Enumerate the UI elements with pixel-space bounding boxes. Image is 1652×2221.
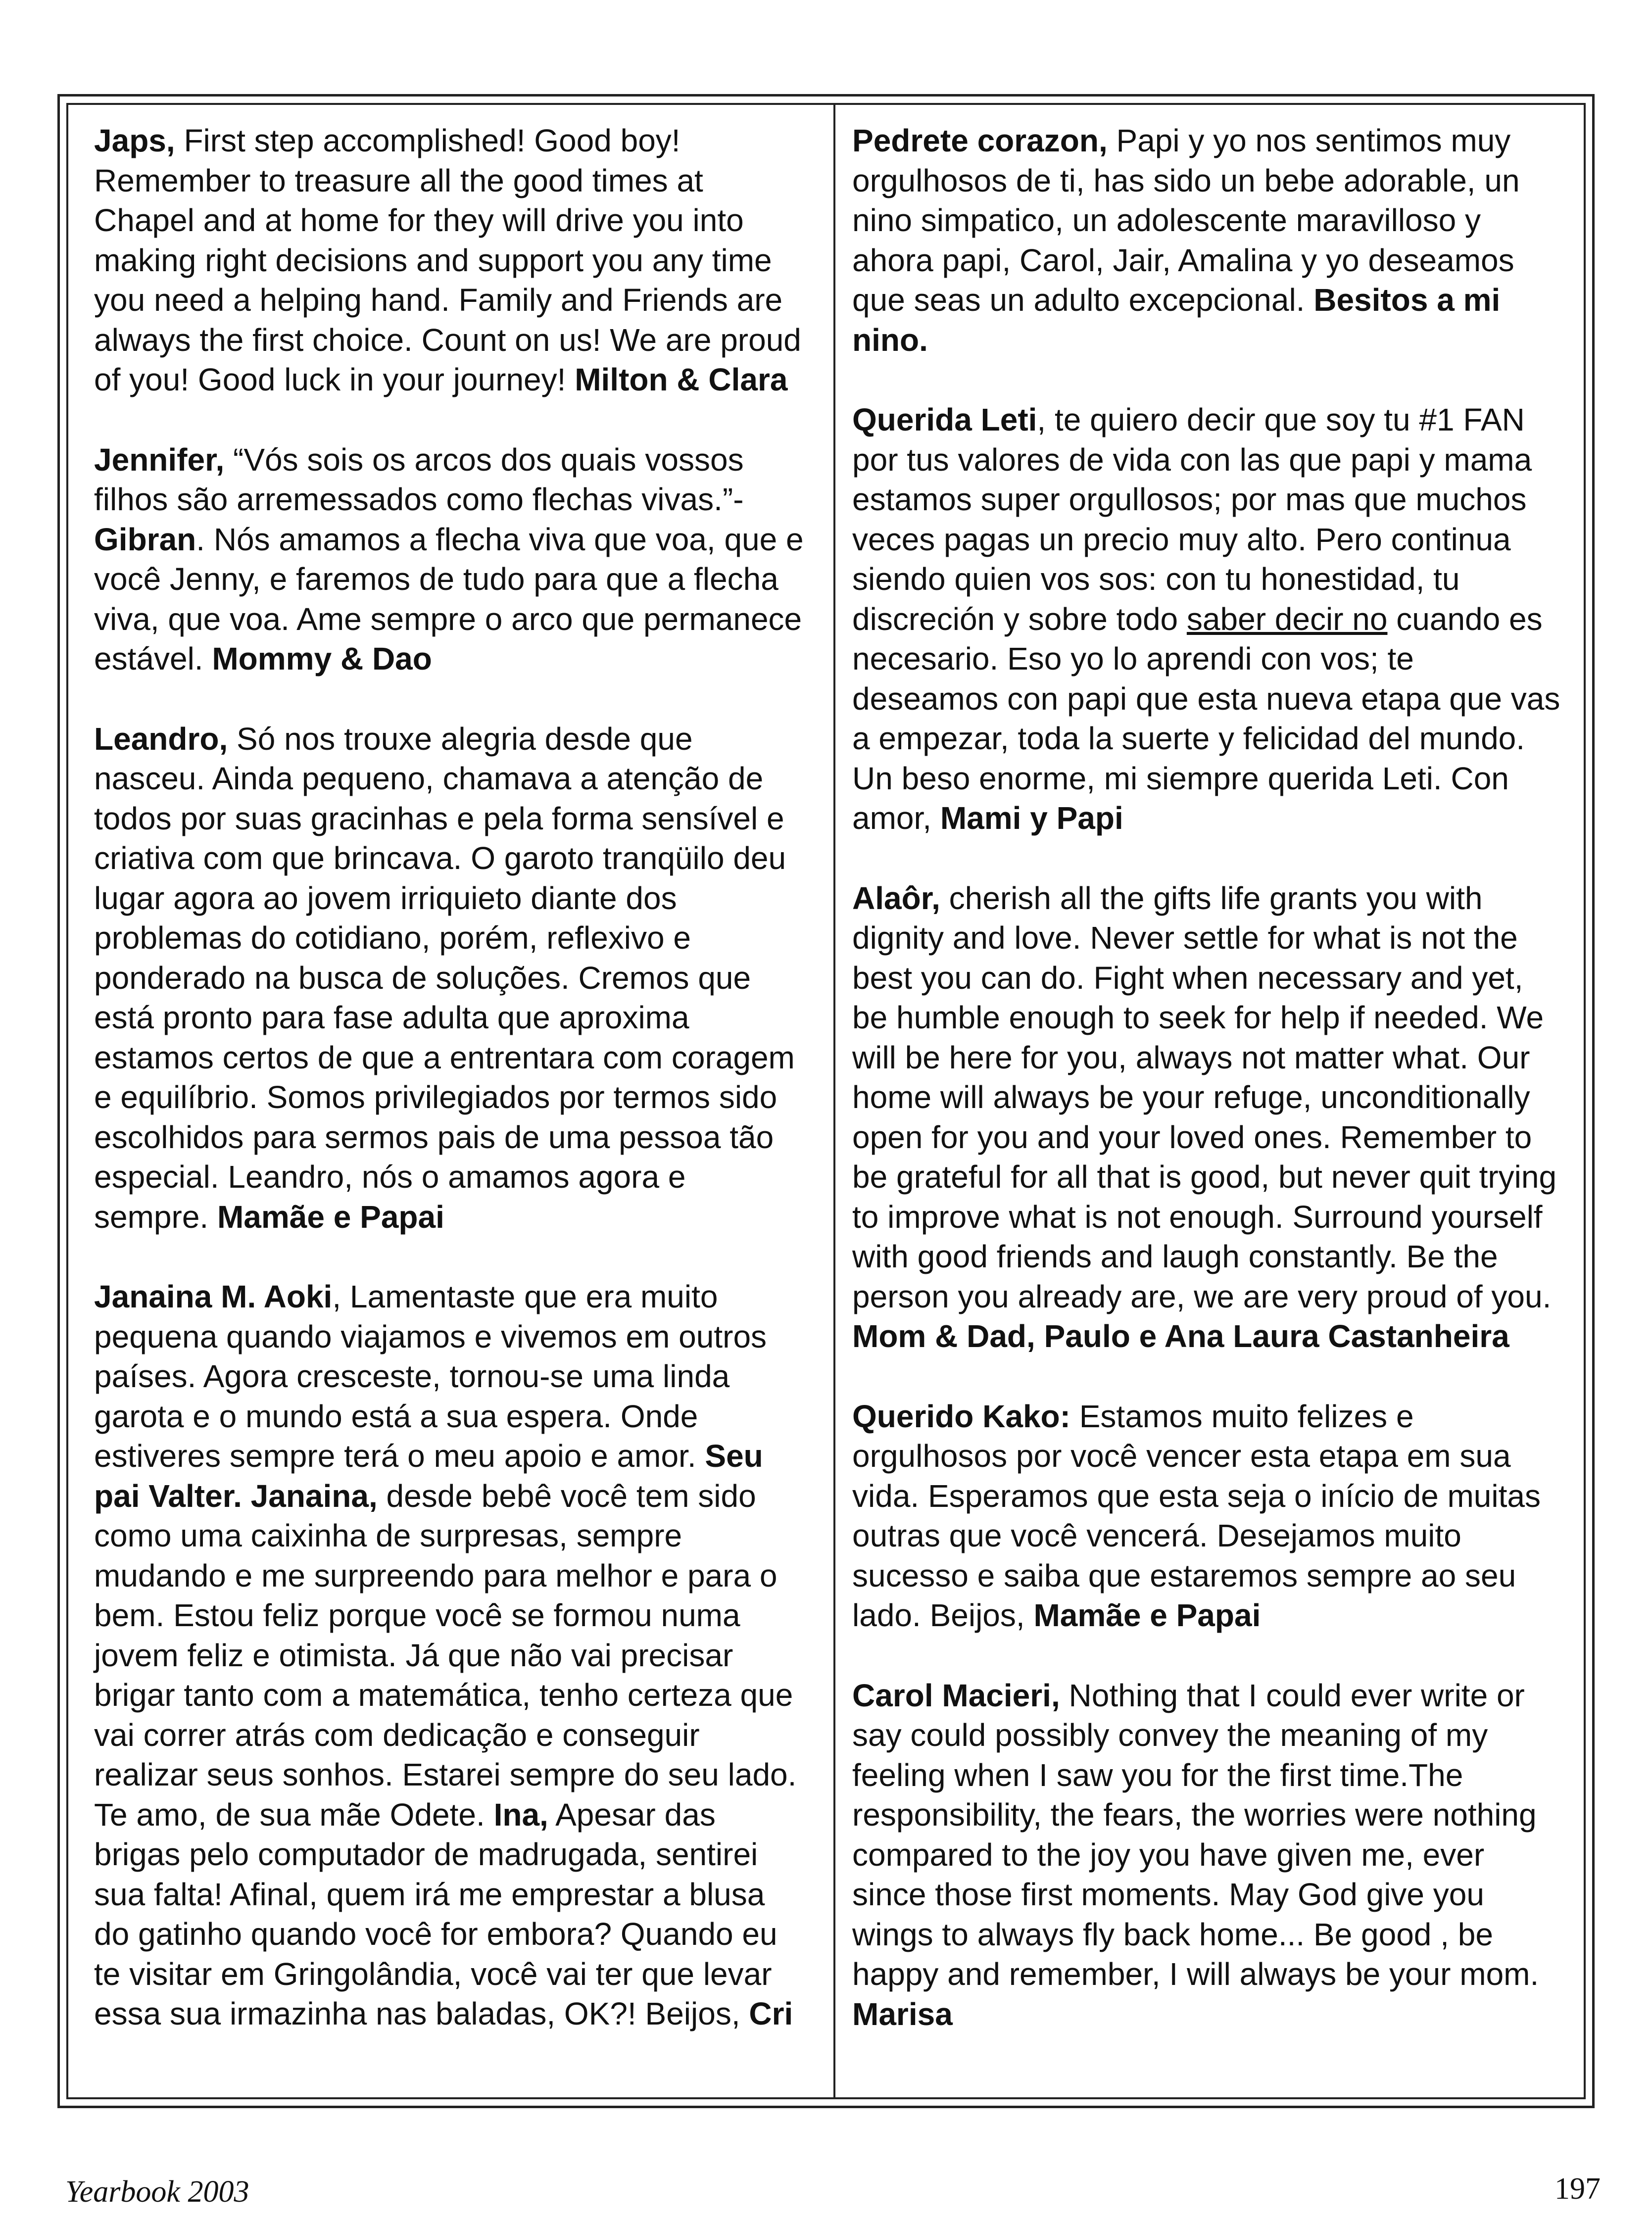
message-text: , Lamentaste que era muito pequena quando viajamos e vivemos em outros países. Agora cresceste, tornou-se uma linda garota e o mundo está a sua espera. Onde estiveres sempre terá o meu apoio e amor.: [94, 1279, 767, 1474]
recipient-name: Pedrete corazon,: [852, 123, 1108, 158]
message-leti: [852, 400, 1565, 838]
message-text: First step accomplished! Good boy! Remember to treasure all the good times at Chapel and at home for they will drive you into making right decisions and support you any time you need a helping hand. Family and Friends are always the first choice. Count on us! We are proud of you! Good luck in your journey!: [94, 123, 801, 397]
recipient-name: Querida Leti: [852, 402, 1037, 437]
message-text: Nothing that I could ever write or say could possibly convey the meaning of my feeling when I saw you for the first time.The responsibility, the fears, the worries were nothing compared to the joy you have given me, ever since those first moments. May God give you wings to always fly back home... Be good , be happy and remember, I will always be your mom.: [852, 1677, 1539, 1992]
recipient-name: Janaina M. Aoki: [94, 1279, 333, 1314]
recipient-name: Leandro,: [94, 721, 228, 757]
message-alaor: [852, 878, 1565, 1356]
message-text: . Nós amamos a flecha viva que voa, que e você Jenny, e faremos de tudo para que a flecha viva, que voa. Ame sempre o arco que permanece estável.: [94, 521, 804, 676]
message-kako: [852, 1397, 1565, 1636]
recipient-name: Alaôr,: [852, 880, 940, 916]
message-text: , te quiero decir que soy tu #1 FAN por tus valores de vida con las que papi y mama estamos super orgullosos; por mas que muchos veces pagas un precio muy alto. Pero continua siendo quien vos sos: con tu honestidad, tu discreción y sobre todo: [852, 402, 1532, 637]
quote-author: Gibran: [94, 521, 196, 557]
signature: Mamãe e Papai: [1033, 1597, 1261, 1633]
message-text: Papi y yo nos sentimos muy orgulhosos de ti, has sido un bebe adorable, un nino simpatico, un adolescente maravilloso y ahora papi, Carol, Jair, Amalina y yo deseamos que seas un adulto excepcional.: [852, 123, 1520, 318]
message-text: Estamos muito felizes e orgulhosos por você vencer esta etapa em sua vida. Esperamos que esta seja o início de muitas outras que você vencerá. Desejamos muito sucesso e saiba que estaremos sempre ao seu lado. Beijos,: [852, 1398, 1541, 1633]
right-column: [852, 121, 1565, 2034]
message-japs: [94, 121, 807, 400]
page-number: 197: [1555, 2172, 1601, 2206]
recipient-name: Jennifer,: [94, 441, 225, 478]
message-text: cuando es necesario. Eso yo lo aprendi con vos; te deseamos con papi que esta nueva etapa que vas a empezar, toda la suerte y felicidad del mundo. Un beso enorme, mi siempre querida Leti. Con amor,: [852, 601, 1560, 836]
message-pedrete: [852, 121, 1565, 360]
message-jennifer: [94, 440, 807, 679]
message-leandro: [94, 719, 807, 1237]
message-text: Só nos trouxe alegria desde que nasceu. Ainda pequeno, chamava a atenção de todos por suas gracinhas e pela forma sensível e criativa com que brincava. O garoto tranqüilo deu lugar agora ao jovem irriquieto diante dos problemas do cotidiano, porém, reflexivo e ponderado na busca de soluções. Cremos que está pronto para fase adulta que aproxima estamos certos de que a entrentara com coragem e equilíbrio. Somos privilegiados por termos sido escolhidos para sermos pais de uma pessoa tão especial. Leandro, nós o amamos agora e sempre.: [94, 721, 795, 1235]
signature: Mom & Dad, Paulo e Ana Laura Castanheira: [852, 1318, 1509, 1354]
recipient-name: Querido Kako:: [852, 1398, 1070, 1434]
message-carol: [852, 1676, 1565, 2034]
signature: Mami y Papi: [940, 800, 1123, 836]
recipient-name: Japs,: [94, 123, 175, 158]
left-column: [94, 121, 807, 2034]
underlined-text: saber decir no: [1186, 601, 1388, 637]
signature: Mommy & Dao: [212, 641, 432, 676]
publication-title: Yearbook 2003: [65, 2175, 249, 2209]
message-text: desde bebê você tem sido como uma caixinha de surpresas, sempre mudando e me surpreendo para melhor e para o bem. Estou feliz porque você se formou numa jovem feliz e otimista. Já que não vai precisar brigar tanto com a matemática, tenho certeza que vai correr atrás com dedicação e conseguir realizar seus sonhos. Estarei sempre do seu lado. Te amo, de sua mãe Odete.: [94, 1478, 797, 1833]
signature: Besitos a mi nino.: [852, 282, 1501, 358]
signature: Milton & Clara: [575, 362, 788, 397]
message-text: “Vós sois os arcos dos quais vossos filhos são arremessados como flechas vivas.”-: [94, 441, 744, 517]
message-text: Apesar das brigas pelo computador de madrugada, sentirei sua falta! Afinal, quem irá me emprestar a blusa do gatinho quando você for embora? Quando eu te visitar em Gringolândia, você vai ter que levar essa sua irmazinha nas baladas, OK?! Beijos,: [94, 1796, 777, 2031]
signature: Mamãe e Papai: [217, 1199, 444, 1235]
message-text: cherish all the gifts life grants you with dignity and love. Never settle for what is not the best you can do. Fight when necessary and yet, be humble enough to seek for help if needed. We will be here for you, always not matter what. Our home will always be your refuge, unconditionally open for you and your loved ones. Remember to be grateful for all that is good, but never quit trying to improve what is not enough. Surround yourself with good friends and laugh constantly. Be the person you already are, we are very proud of you.: [852, 880, 1557, 1314]
signature: Cri: [749, 1996, 793, 2031]
column-divider: [833, 103, 835, 2099]
signature: Marisa: [852, 1996, 953, 2032]
recipient-name: Carol Macieri,: [852, 1677, 1060, 1713]
message-janaina: [94, 1277, 807, 2034]
signature: Seu pai Valter. Janaina,: [94, 1438, 763, 1514]
recipient-name: Ina,: [493, 1796, 548, 1833]
